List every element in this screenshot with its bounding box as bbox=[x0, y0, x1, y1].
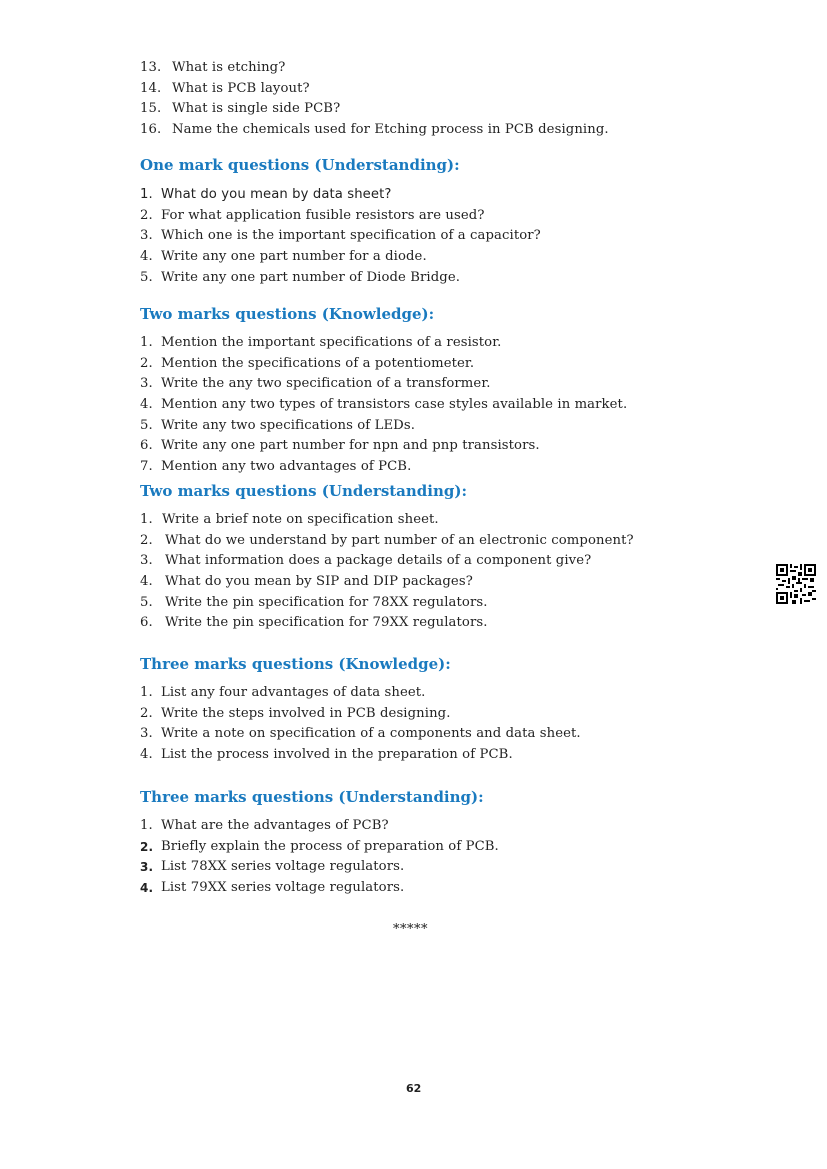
list-item bbox=[140, 510, 780, 531]
item-text: For what application fusible resistors are used? bbox=[161, 207, 485, 223]
list-item bbox=[140, 551, 780, 572]
item-number: 1. bbox=[140, 818, 153, 833]
item-number: 1. bbox=[140, 335, 153, 350]
list-item bbox=[140, 837, 780, 858]
item-text: What do you mean by data sheet? bbox=[161, 187, 392, 202]
item-text: What do you mean by SIP and DIP packages? bbox=[165, 574, 473, 590]
item-text: Write the pin specification for 79XX regulators. bbox=[165, 615, 488, 631]
question-list-two-marks-knowledge bbox=[140, 333, 780, 478]
item-number: 3. bbox=[140, 553, 153, 569]
section-heading-two-marks-knowledge: Two marks questions (Knowledge): bbox=[140, 305, 435, 323]
question-list-three-marks-knowledge bbox=[140, 683, 780, 766]
item-text: Write a note on specification of a components and data sheet. bbox=[161, 726, 581, 742]
list-item bbox=[140, 613, 780, 634]
list-item bbox=[140, 457, 780, 478]
item-text: List 79XX series voltage regulators. bbox=[161, 880, 405, 896]
item-text: Write the pin specification for 78XX regulators. bbox=[165, 594, 488, 610]
end-marker: ***** bbox=[393, 922, 428, 937]
item-text: Name the chemicals used for Etching process in PCB designing. bbox=[172, 122, 609, 138]
list-item bbox=[140, 58, 780, 79]
item-number: 4. bbox=[140, 881, 154, 896]
item-text: What do we understand by part number of an electronic component? bbox=[165, 532, 634, 548]
list-item bbox=[140, 206, 780, 227]
item-number: 1. bbox=[140, 685, 153, 700]
item-number: 5. bbox=[140, 269, 153, 285]
item-text: Write a brief note on specification sheet. bbox=[162, 512, 439, 527]
section-heading-three-marks-knowledge: Three marks questions (Knowledge): bbox=[140, 655, 451, 673]
list-item bbox=[140, 354, 780, 375]
list-item bbox=[140, 79, 780, 100]
item-number: 13. bbox=[140, 60, 162, 75]
list-item bbox=[140, 531, 780, 552]
item-text: What are the advantages of PCB? bbox=[161, 818, 389, 833]
question-list-two-marks-understanding bbox=[140, 510, 780, 634]
list-item bbox=[140, 857, 780, 878]
section-heading-two-marks-understanding: Two marks questions (Understanding): bbox=[140, 482, 468, 500]
list-item bbox=[140, 724, 780, 745]
item-number: 3. bbox=[140, 860, 154, 875]
item-number: 2. bbox=[140, 532, 153, 548]
item-text: Mention any two advantages of PCB. bbox=[161, 459, 412, 475]
question-list-top bbox=[140, 58, 780, 141]
item-number: 2. bbox=[140, 839, 154, 854]
list-item bbox=[140, 268, 780, 289]
item-number: 14. bbox=[140, 80, 162, 96]
item-number: 16. bbox=[140, 122, 162, 138]
list-item bbox=[140, 226, 780, 247]
list-item bbox=[140, 745, 780, 766]
item-text: List any four advantages of data sheet. bbox=[161, 685, 426, 700]
item-number: 6. bbox=[140, 615, 153, 631]
item-text: What is etching? bbox=[172, 60, 286, 75]
item-number: 2. bbox=[140, 207, 153, 223]
item-text: Mention the important specifications of a resistor. bbox=[161, 335, 502, 350]
list-item bbox=[140, 816, 780, 837]
item-number: 3. bbox=[140, 228, 153, 244]
page-number: 62 bbox=[406, 1082, 422, 1095]
question-list-one-mark-understanding bbox=[140, 185, 780, 288]
item-number: 4. bbox=[140, 747, 153, 763]
section-heading-three-marks-understanding: Three marks questions (Understanding): bbox=[140, 788, 484, 806]
item-number: 4. bbox=[140, 574, 153, 590]
list-item bbox=[140, 878, 780, 899]
list-item bbox=[140, 185, 780, 206]
item-number: 2. bbox=[140, 705, 153, 721]
item-number: 7. bbox=[140, 459, 153, 475]
list-item bbox=[140, 572, 780, 593]
item-text: Write any two specifications of LEDs. bbox=[161, 417, 415, 433]
item-text: Briefly explain the process of preparation of PCB. bbox=[161, 838, 499, 854]
item-text: Write any one part number of Diode Bridge. bbox=[161, 269, 461, 285]
question-list-three-marks-understanding bbox=[140, 816, 780, 899]
item-number: 3. bbox=[140, 376, 153, 392]
item-number: 1. bbox=[140, 187, 153, 202]
item-text: Mention the specifications of a potentiometer. bbox=[161, 355, 475, 371]
item-number: 15. bbox=[140, 101, 162, 117]
item-text: What is single side PCB? bbox=[172, 101, 341, 117]
list-item bbox=[140, 593, 780, 614]
item-text: List the process involved in the preparation of PCB. bbox=[161, 747, 513, 763]
item-text: What information does a package details of a component give? bbox=[165, 553, 592, 569]
list-item bbox=[140, 333, 780, 354]
item-text: Write the steps involved in PCB designing. bbox=[161, 705, 451, 721]
list-item bbox=[140, 436, 780, 457]
item-text: Write any one part number for a diode. bbox=[161, 249, 427, 265]
list-item bbox=[140, 99, 780, 120]
list-item bbox=[140, 395, 780, 416]
item-number: 5. bbox=[140, 417, 153, 433]
list-item bbox=[140, 120, 780, 141]
item-text: Which one is the important specification of a capacitor? bbox=[161, 228, 541, 244]
item-number: 4. bbox=[140, 249, 153, 265]
qr-code-icon bbox=[776, 564, 816, 604]
item-text: Write the any two specification of a transformer. bbox=[161, 376, 491, 392]
list-item bbox=[140, 374, 780, 395]
item-number: 2. bbox=[140, 355, 153, 371]
list-item bbox=[140, 683, 780, 704]
item-number: 3. bbox=[140, 726, 153, 742]
item-text: List 78XX series voltage regulators. bbox=[161, 859, 405, 875]
item-number: 5. bbox=[140, 594, 153, 610]
item-text: Mention any two types of transistors case styles available in market. bbox=[161, 397, 628, 413]
item-number: 6. bbox=[140, 438, 153, 454]
item-number: 4. bbox=[140, 397, 153, 413]
list-item bbox=[140, 416, 780, 437]
section-heading-one-mark-understanding: One mark questions (Understanding): bbox=[140, 156, 460, 174]
item-number: 1. bbox=[140, 512, 153, 527]
list-item bbox=[140, 247, 780, 268]
item-text: Write any one part number for npn and pnp transistors. bbox=[161, 438, 540, 454]
item-text: What is PCB layout? bbox=[172, 80, 310, 96]
list-item bbox=[140, 704, 780, 725]
